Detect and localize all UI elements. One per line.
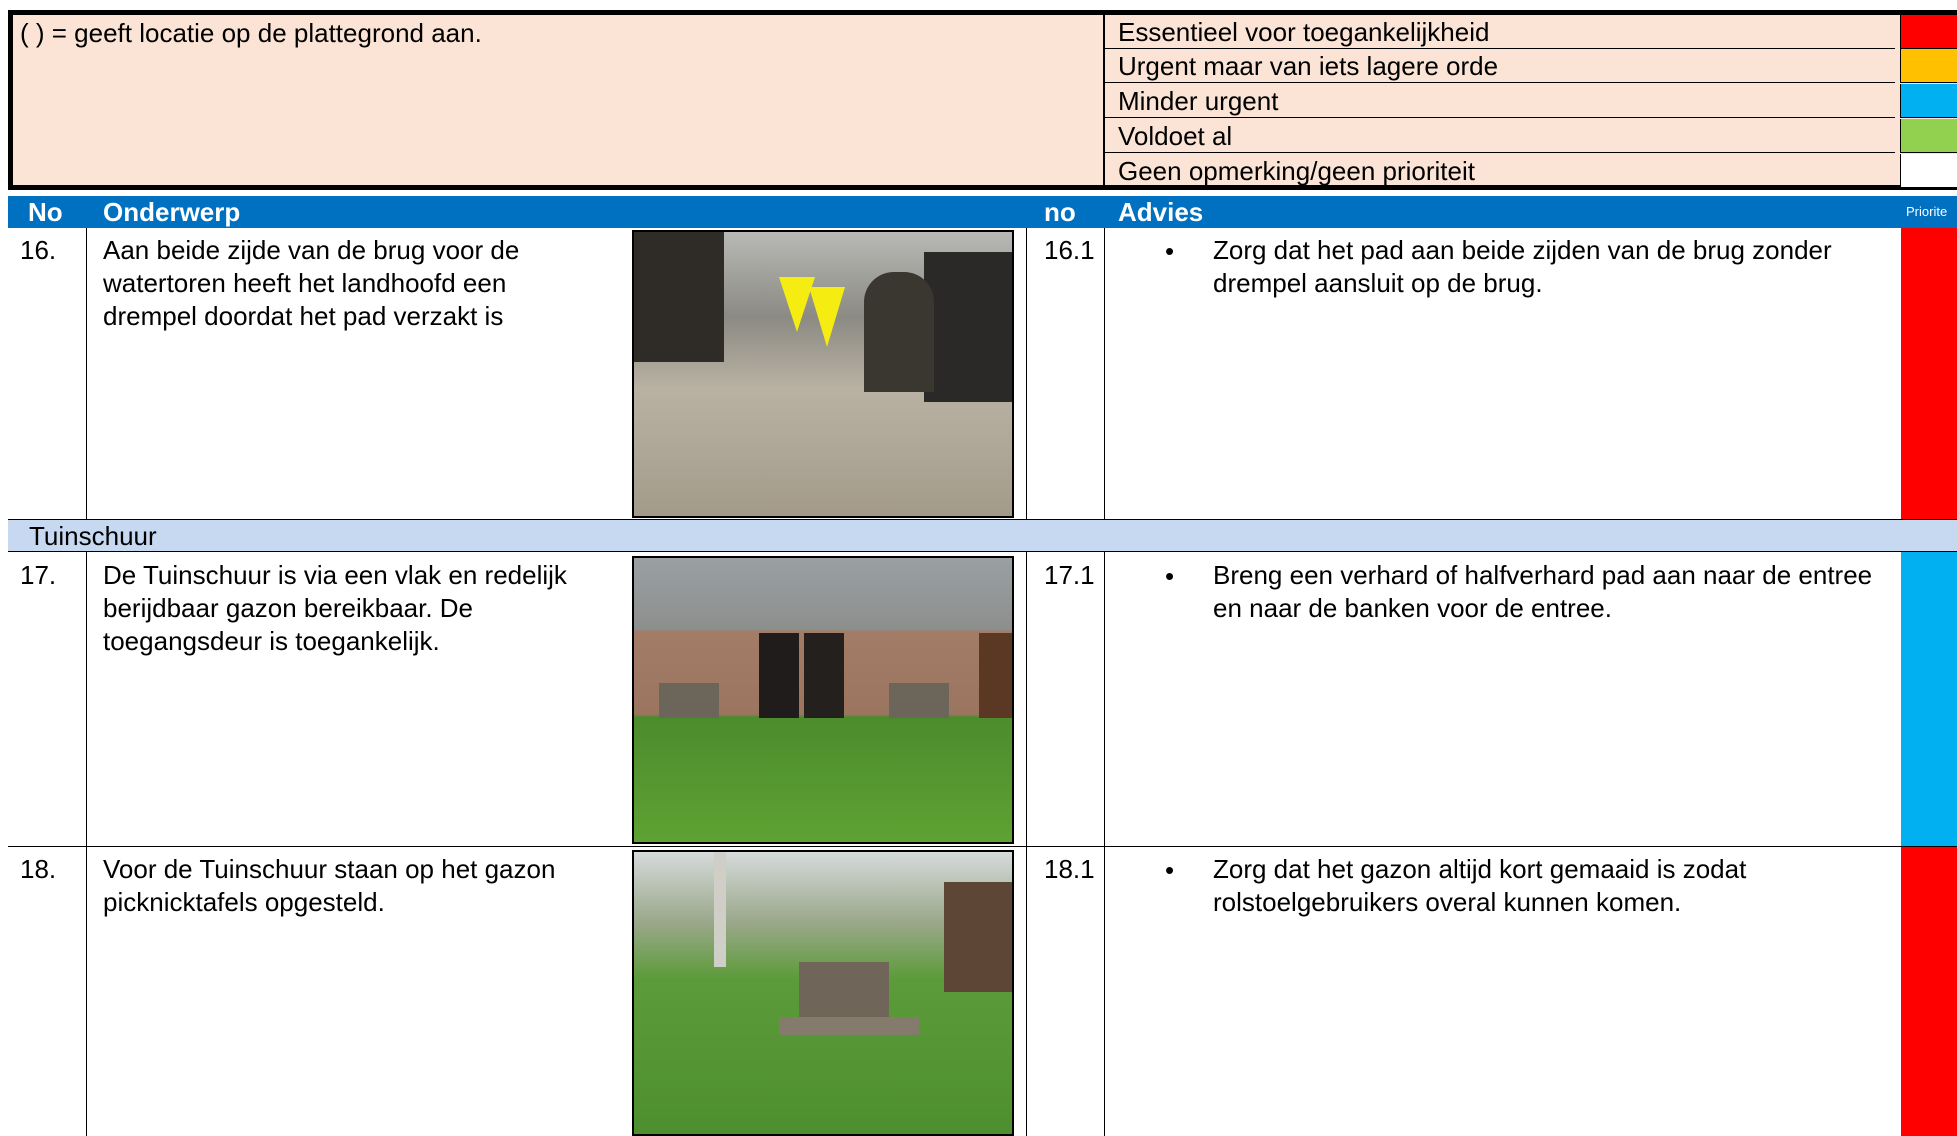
row-subno: 16.1 bbox=[1044, 235, 1095, 265]
legend-swatch-orange bbox=[1900, 49, 1957, 83]
row-advies: Zorg dat het gazon altijd kort gemaaid is zodat rolstoelgebruikers overal kunnen komen. bbox=[1213, 854, 1747, 917]
column-divider bbox=[86, 847, 87, 1136]
photo-shape bbox=[924, 252, 1014, 402]
column-divider bbox=[1026, 552, 1027, 846]
photo-shape bbox=[659, 683, 719, 718]
header-no: No bbox=[28, 197, 63, 227]
bullet-icon: • bbox=[1165, 236, 1175, 266]
photo-shape bbox=[799, 962, 889, 1017]
photo-shape bbox=[944, 882, 1014, 992]
column-divider bbox=[86, 552, 87, 846]
legend-note: ( ) = geeft locatie op de plattegrond aan. bbox=[20, 18, 482, 48]
legend-swatch-red bbox=[1900, 15, 1957, 49]
header-onderwerp: Onderwerp bbox=[103, 197, 241, 227]
table-header bbox=[8, 196, 1957, 228]
legend-label-urgent: Urgent maar van iets lagere orde bbox=[1105, 49, 1895, 83]
photo-shape bbox=[779, 1017, 919, 1035]
priority-cell bbox=[1901, 847, 1957, 1136]
priority-cell bbox=[1901, 228, 1957, 519]
photo-shape bbox=[864, 272, 934, 392]
row-subno: 17.1 bbox=[1044, 560, 1095, 590]
column-divider bbox=[1104, 847, 1105, 1136]
legend-swatch-blue bbox=[1900, 84, 1957, 118]
priority-cell bbox=[1901, 552, 1957, 846]
column-divider bbox=[1026, 228, 1027, 519]
legend-swatch-green bbox=[1900, 119, 1957, 153]
photo-bridge bbox=[632, 230, 1014, 518]
row-onderwerp: De Tuinschuur is via een vlak en redelijk berijdbaar gazon bereikbaar. De toegangsdeur is toegankelijk. bbox=[103, 560, 567, 656]
photo-shape bbox=[759, 633, 799, 718]
arrow-icon bbox=[809, 287, 845, 347]
photo-picnic bbox=[632, 850, 1014, 1136]
row-no: 17. bbox=[20, 560, 57, 590]
column-divider bbox=[1026, 847, 1027, 1136]
column-divider bbox=[1104, 228, 1105, 519]
bullet-icon: • bbox=[1165, 561, 1175, 591]
section-header: Tuinschuur bbox=[8, 520, 1957, 552]
row-no: 16. bbox=[20, 235, 57, 265]
header-subno: no bbox=[1044, 197, 1076, 227]
photo-shape bbox=[979, 633, 1014, 718]
column-divider bbox=[86, 228, 87, 519]
row-advies: Breng een verhard of halfverhard pad aan naar de entree en naar de banken voor de entree. bbox=[1213, 560, 1873, 623]
header-prioriteit: Priorite bbox=[1906, 204, 1948, 219]
bullet-icon: • bbox=[1165, 855, 1175, 885]
legend-swatch-white bbox=[1900, 154, 1957, 188]
column-divider bbox=[1104, 552, 1105, 846]
row-onderwerp: Voor de Tuinschuur staan op het gazon picknicktafels opgesteld. bbox=[103, 854, 556, 917]
photo-shape bbox=[889, 683, 949, 718]
row-advies: Zorg dat het pad aan beide zijden van de brug zonder drempel aansluit op de brug. bbox=[1213, 235, 1832, 298]
row-no: 18. bbox=[20, 854, 57, 884]
photo-shape bbox=[804, 633, 844, 718]
photo-shape bbox=[634, 232, 724, 362]
legend-label-voldoet: Voldoet al bbox=[1105, 119, 1895, 153]
photo-shed bbox=[632, 556, 1014, 844]
legend-label-geen: Geen opmerking/geen prioriteit bbox=[1118, 156, 1475, 186]
photo-shape bbox=[714, 852, 726, 967]
header-advies: Advies bbox=[1118, 197, 1204, 227]
legend-label-essentieel: Essentieel voor toegankelijkheid bbox=[1105, 15, 1895, 49]
row-onderwerp: Aan beide zijde van de brug voor de watertoren heeft het landhoofd een drempel doordat het pad verzakt is bbox=[103, 235, 520, 331]
legend-label-minder-urgent: Minder urgent bbox=[1105, 84, 1895, 118]
row-subno: 18.1 bbox=[1044, 854, 1095, 884]
